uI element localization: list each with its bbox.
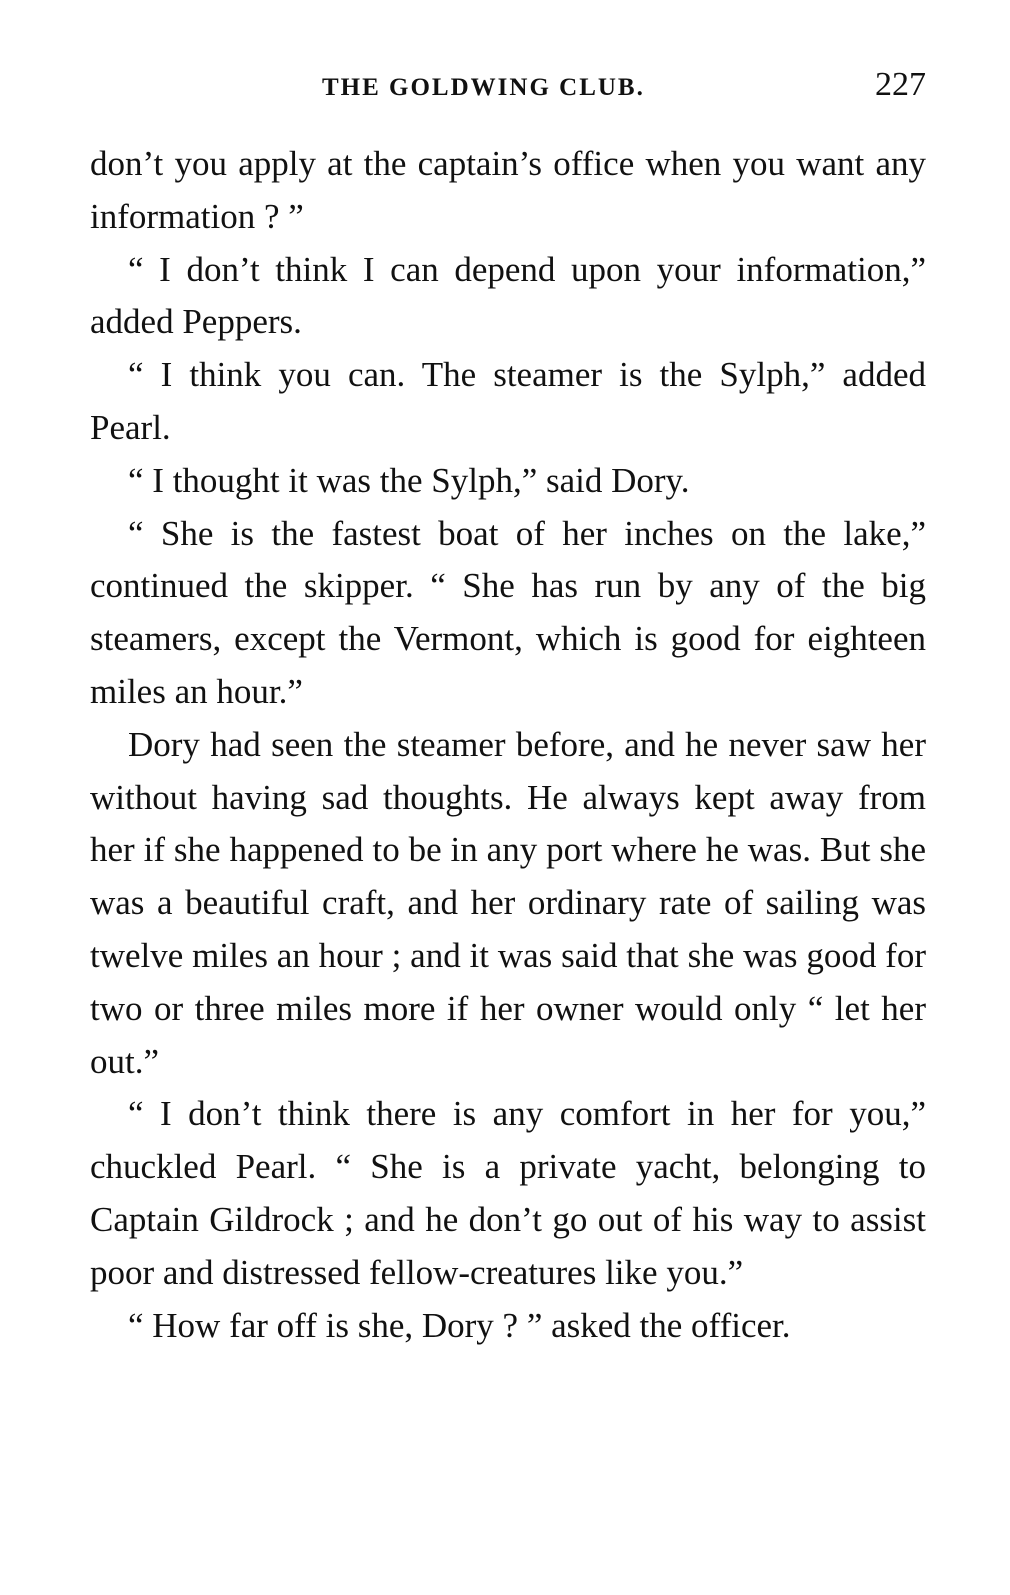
paragraph: “ She is the fastest boat of her inches on the lake,” continued the skipper. “ She has run by any of the big steamers, except the Vermont, which is good for eighteen miles an hour.” xyxy=(90,513,926,711)
paragraph: “ How far off is she, Dory ? ” asked the officer. xyxy=(128,1305,791,1345)
page-header xyxy=(90,62,926,122)
running-title: THE GOLDWING CLUB. xyxy=(322,74,645,101)
page-number: 227 xyxy=(875,66,926,103)
paragraph: Dory had seen the steamer before, and he never saw her without having sad thoughts. He always kept away from her if she happened to be in any port where he was. But she was a beautiful craft, and her ordinary rate of sailing was twelve miles an hour ; and it was said that she was good for two or three miles more if her owner would only “ let her out.” xyxy=(90,724,926,1081)
paragraph: “ I thought it was the Sylph,” said Dory. xyxy=(128,460,690,500)
paragraph: don’t you apply at the captain’s office when you want any information ? ” xyxy=(90,144,926,236)
body-text xyxy=(90,138,926,1352)
paragraph: “ I think you can. The steamer is the Sylph,” added Pearl. xyxy=(90,355,926,447)
paragraph: “ I don’t think I can depend upon your information,” added Peppers. xyxy=(90,249,926,342)
book-page xyxy=(90,62,926,1352)
paragraph: “ I don’t think there is any comfort in her for you,” chuckled Pearl. “ She is a private yacht, belonging to Captain Gildrock ; and he don’t go out of his way to assist poor and distressed fellow-creatures like you.” xyxy=(90,1094,926,1292)
